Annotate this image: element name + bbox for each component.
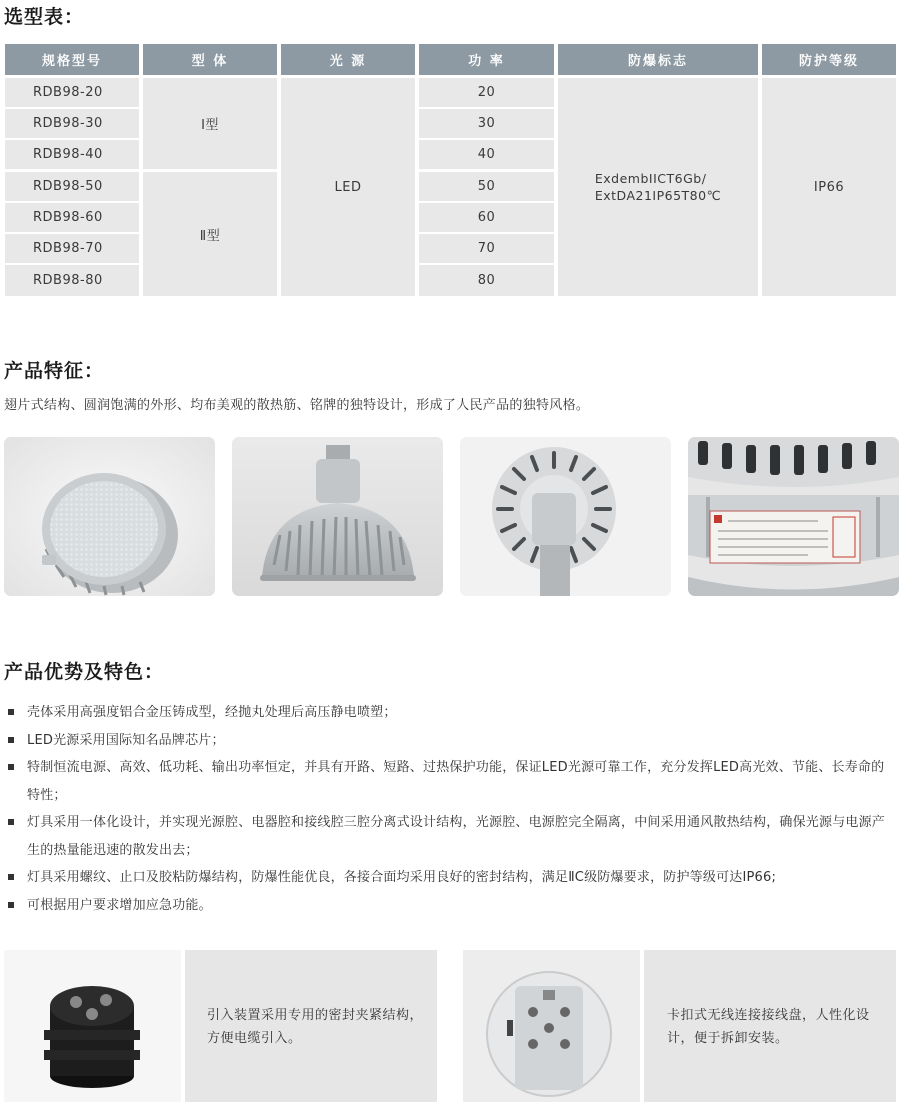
power-cell: 20 <box>419 78 554 107</box>
header-model: 规格型号 <box>5 44 139 75</box>
bullet-icon <box>8 709 14 715</box>
power-cell: 50 <box>419 172 554 201</box>
wiring-plate-photo <box>463 950 640 1102</box>
bullet-icon <box>8 764 14 770</box>
features-intro: 翅片式结构、圆润饱满的外形、均布美观的散热筋、铭牌的独特设计，形成了人民产品的独特风格。 <box>4 398 590 413</box>
bullet-icon <box>8 737 14 743</box>
advantage-text: LED光源采用国际知名品牌芯片； <box>27 732 225 748</box>
explosion-mark-cell <box>558 78 758 296</box>
cable-seal-text: 引入装置采用专用的密封夹紧结构，方便电缆引入。 <box>207 1008 424 1046</box>
features-title: 产品特征： <box>4 360 105 382</box>
advantages-title: 产品优势及特色： <box>4 661 165 683</box>
advantage-item <box>8 727 888 755</box>
bullet-icon <box>8 902 14 908</box>
bullet-icon <box>8 819 14 825</box>
advantage-text: 壳体采用高强度铝合金压铸成型，经抛丸处理后高压静电喷塑； <box>27 705 397 720</box>
type-cell: Ⅱ型 <box>143 172 277 296</box>
light-source-cell: LED <box>281 78 415 296</box>
selection-table-title: 选型表： <box>4 6 85 28</box>
model-cell: RDB98-40 <box>5 140 139 169</box>
selection-table <box>5 44 896 296</box>
cable-seal-photo <box>4 950 181 1102</box>
advantage-item <box>8 864 888 892</box>
lamp-side-photo <box>232 437 443 596</box>
power-cell: 30 <box>419 109 554 138</box>
header-type: 型 体 <box>143 44 277 75</box>
lamp-nameplate-photo <box>688 437 899 596</box>
bullet-icon <box>8 874 14 880</box>
advantage-item <box>8 892 888 920</box>
explosion-mark-text: ExdembIICT6Gb/ ExtDA21IP65T80℃ <box>594 171 722 203</box>
type-cell: Ⅰ型 <box>143 78 277 169</box>
header-power: 功 率 <box>419 44 554 75</box>
model-cell: RDB98-80 <box>5 265 139 296</box>
lamp-front-photo <box>4 437 215 596</box>
wiring-plate-text: 卡扣式无线连接接线盘，人性化设计，便于拆卸安装。 <box>667 1008 870 1046</box>
advantages-list <box>8 699 888 919</box>
model-cell: RDB98-30 <box>5 109 139 138</box>
header-source: 光 源 <box>281 44 415 75</box>
protection-cell: IP66 <box>762 78 896 296</box>
power-cell: 60 <box>419 203 554 232</box>
advantage-item <box>8 754 888 809</box>
advantage-item <box>8 809 888 864</box>
model-cell: RDB98-60 <box>5 203 139 232</box>
lamp-back-photo <box>460 437 671 596</box>
advantage-item <box>8 699 888 727</box>
power-cell: 80 <box>419 265 554 296</box>
advantage-text: 灯具采用螺纹、止口及胶粘防爆结构，防爆性能优良，各接合面均采用良好的密封结构，满足ⅡC级防爆要求，防护等级可达IP66; <box>27 870 777 885</box>
advantage-text: 灯具采用一体化设计，并实现光源腔、电器腔和接线腔三腔分离式设计结构，光源腔、电源腔完全隔离，中间采用通风散热结构，确保光源与电源产生的热量能迅速的散发出去； <box>27 815 886 858</box>
header-ex-mark: 防爆标志 <box>558 44 758 75</box>
model-cell: RDB98-50 <box>5 172 139 201</box>
header-protection: 防护等级 <box>762 44 896 75</box>
power-cell: 70 <box>419 234 554 263</box>
model-cell: RDB98-20 <box>5 78 139 107</box>
model-cell: RDB98-70 <box>5 234 139 263</box>
advantage-text: 可根据用户要求增加应急功能。 <box>27 897 212 913</box>
advantage-text: 特制恒流电源、高效、低功耗、输出功率恒定，并具有开路、短路、过热保护功能，保证LED光源可靠工作，充分发挥LED高光效、节能、长寿命的特性； <box>27 760 885 803</box>
power-cell: 40 <box>419 140 554 169</box>
